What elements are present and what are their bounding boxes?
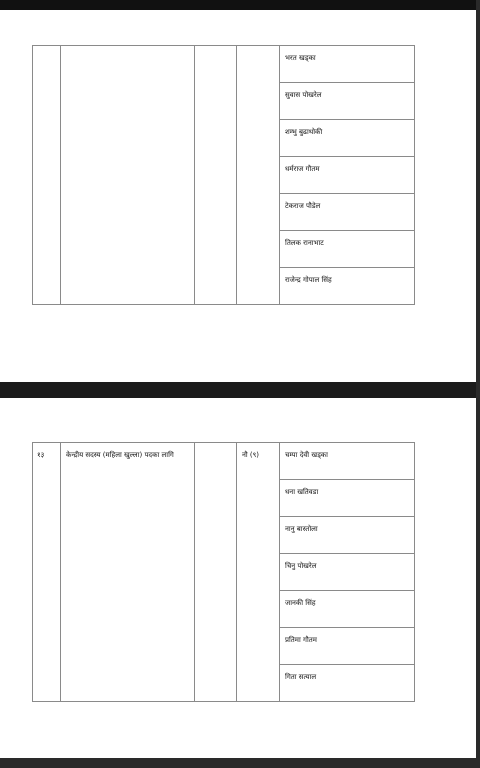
page-gap <box>0 382 480 398</box>
candidate-table <box>32 442 415 702</box>
candidate-name: शम्भु बुढाथोकी <box>285 128 323 136</box>
serial-cell <box>33 46 61 305</box>
candidate-name-cell <box>280 120 415 157</box>
top-dark-band <box>0 0 480 10</box>
candidate-name-cell <box>280 628 415 665</box>
candidate-name-cell <box>280 231 415 268</box>
candidate-name-cell <box>280 157 415 194</box>
candidate-name: गिता सत्याल <box>285 673 317 681</box>
blank-cell <box>195 46 237 305</box>
candidate-name: तिलक रानाभाट <box>285 239 324 247</box>
candidate-name: भरत खड्का <box>285 54 316 62</box>
candidate-name-cell <box>280 591 415 628</box>
candidate-name-cell <box>280 665 415 702</box>
count-cell <box>237 443 280 702</box>
candidate-name: जानकी सिंह <box>285 599 316 607</box>
document-page-2 <box>0 398 476 758</box>
right-edge <box>476 0 480 768</box>
candidate-name-cell <box>280 268 415 305</box>
serial-number: १३ <box>37 451 45 459</box>
candidate-name-cell <box>280 443 415 480</box>
candidate-name-cell <box>280 83 415 120</box>
table-row <box>33 46 415 83</box>
candidate-name-cell <box>280 480 415 517</box>
candidate-name: राजेन्द्र गोपाल सिंह <box>285 276 332 284</box>
post-title: केन्द्रीय सदस्य (महिला खुल्ला) पदका लागि <box>66 451 174 459</box>
candidate-name: सुवास पोखरेल <box>285 91 322 99</box>
post-cell <box>61 46 195 305</box>
candidate-name-cell <box>280 194 415 231</box>
candidate-name-cell <box>280 46 415 83</box>
candidate-name: धर्मराज गौतम <box>285 165 320 173</box>
candidate-name-cell <box>280 517 415 554</box>
candidate-name-cell <box>280 554 415 591</box>
post-cell <box>61 443 195 702</box>
table-row <box>33 443 415 480</box>
candidate-name: टेकराज पौडेल <box>285 202 321 210</box>
candidate-name: चम्पा देवी खड्का <box>285 451 328 459</box>
blank-cell <box>195 443 237 702</box>
candidate-name: चिनु पोखरेल <box>285 562 317 570</box>
candidate-name: प्रतिमा गौतम <box>285 636 317 644</box>
candidate-name: नानु बास्तोला <box>285 525 318 533</box>
count-cell <box>237 46 280 305</box>
serial-cell <box>33 443 61 702</box>
candidate-table-continued <box>32 45 415 305</box>
bottom-dark-band <box>0 758 480 768</box>
document-page-1 <box>0 10 476 382</box>
candidate-name: धना खतिवडा <box>285 488 319 496</box>
candidate-count: नौ (९) <box>242 451 260 459</box>
